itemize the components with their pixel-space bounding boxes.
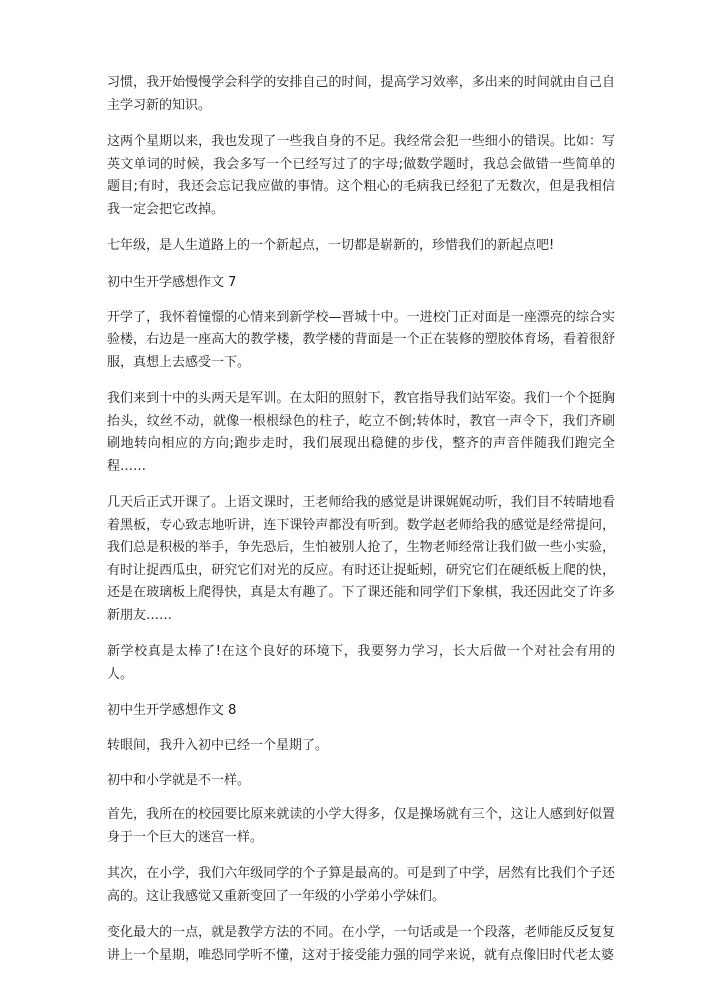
paragraph-9: 初中和小学就是不一样。	[107, 772, 251, 788]
paragraph-12: 变化最大的一点，就是教学方法的不同。在小学，一句话或是一个段落，老师能反反复复讲上一个星期，唯恐同学听不懂，这对于接受能力强的同学来说，就有点像旧时代老太婆	[107, 925, 615, 963]
paragraph-10: 首先，我所在的校园要比原来就读的小学大得多，仅是操场就有三个，这让人感到好似置身于一个巨大的迷宫一样。	[107, 807, 615, 845]
paragraph-11: 其次，在小学，我们六年级同学的个子算是最高的。可是到了中学，居然有比我们个子还高的。这让我感觉又重新变回了一年级的小学弟小学妹们。	[107, 866, 615, 904]
document-page	[107, 72, 615, 981]
paragraph-6: 几天后正式开课了。上语文课时，王老师给我的感觉是讲课娓娓动听，我们目不转睛地看着黑板，专心致志地听讲，连下课铃声都没有听到。数学赵老师给我的感觉是经常提问，我们总是积极的举手，争先恐后，生怕被别人抢了，生物老师经常让我们做一些小实验，有时让捉西瓜虫，研究它们对光的反应。有时还让捉蚯蚓，研究它们在硬纸板上爬的快，还是在玻璃板上爬得快，真是太有趣了。下了课还能和同学们下象棋，我还因此交了许多新朋友……	[107, 495, 615, 623]
paragraph-8: 转眼间，我升入初中已经一个星期了。	[107, 738, 329, 753]
section-heading-8: 初中生开学感想作文 8	[107, 703, 237, 718]
section-heading-7: 初中生开学感想作文 7	[107, 274, 237, 290]
paragraph-5: 我们来到十中的头两天是军训。在太阳的照射下，教官指导我们站军姿。我们一个个挺胸抬头，纹丝不动，就像一根根绿色的柱子，屹立不倒;转体时，教官一声令下，我们齐刷刷地转向相应的方向;跑步走时，我们展现出稳健的步伐，整齐的声音伴随我们跑完全程……	[107, 391, 615, 474]
paragraph-1: 习惯，我开始慢慢学会科学的安排自己的时间，提高学习效率，多出来的时间就由自己自主学习新的知识。	[107, 75, 615, 113]
paragraph-2: 这两个星期以来，我也发现了一些我自身的不足。我经常会犯一些细小的错误。比如：写英文单词的时候，我会多写一个已经写过了的字母;做数学题时，我总会做错一些简单的题目;有时，我还会忘记我应做的事情。这个粗心的毛病我已经犯了无数次，但是我相信我一定会把它改掉。	[107, 134, 615, 217]
paragraph-4: 开学了，我怀着憧憬的心情来到新学校—晋城十中。一进校门正对面是一座漂亮的综合实验楼，右边是一座高大的教学楼，教学楼的背面是一个正在装修的塑胶体育场，看着很舒服，真想上去感受一下。	[107, 309, 615, 370]
paragraph-7: 新学校真是太棒了!在这个良好的环境下，我要努力学习，长大后做一个对社会有用的人。	[107, 644, 615, 682]
paragraph-3: 七年级，是人生道路上的一个新起点，一切都是崭新的，珍惜我们的新起点吧!	[107, 238, 555, 253]
